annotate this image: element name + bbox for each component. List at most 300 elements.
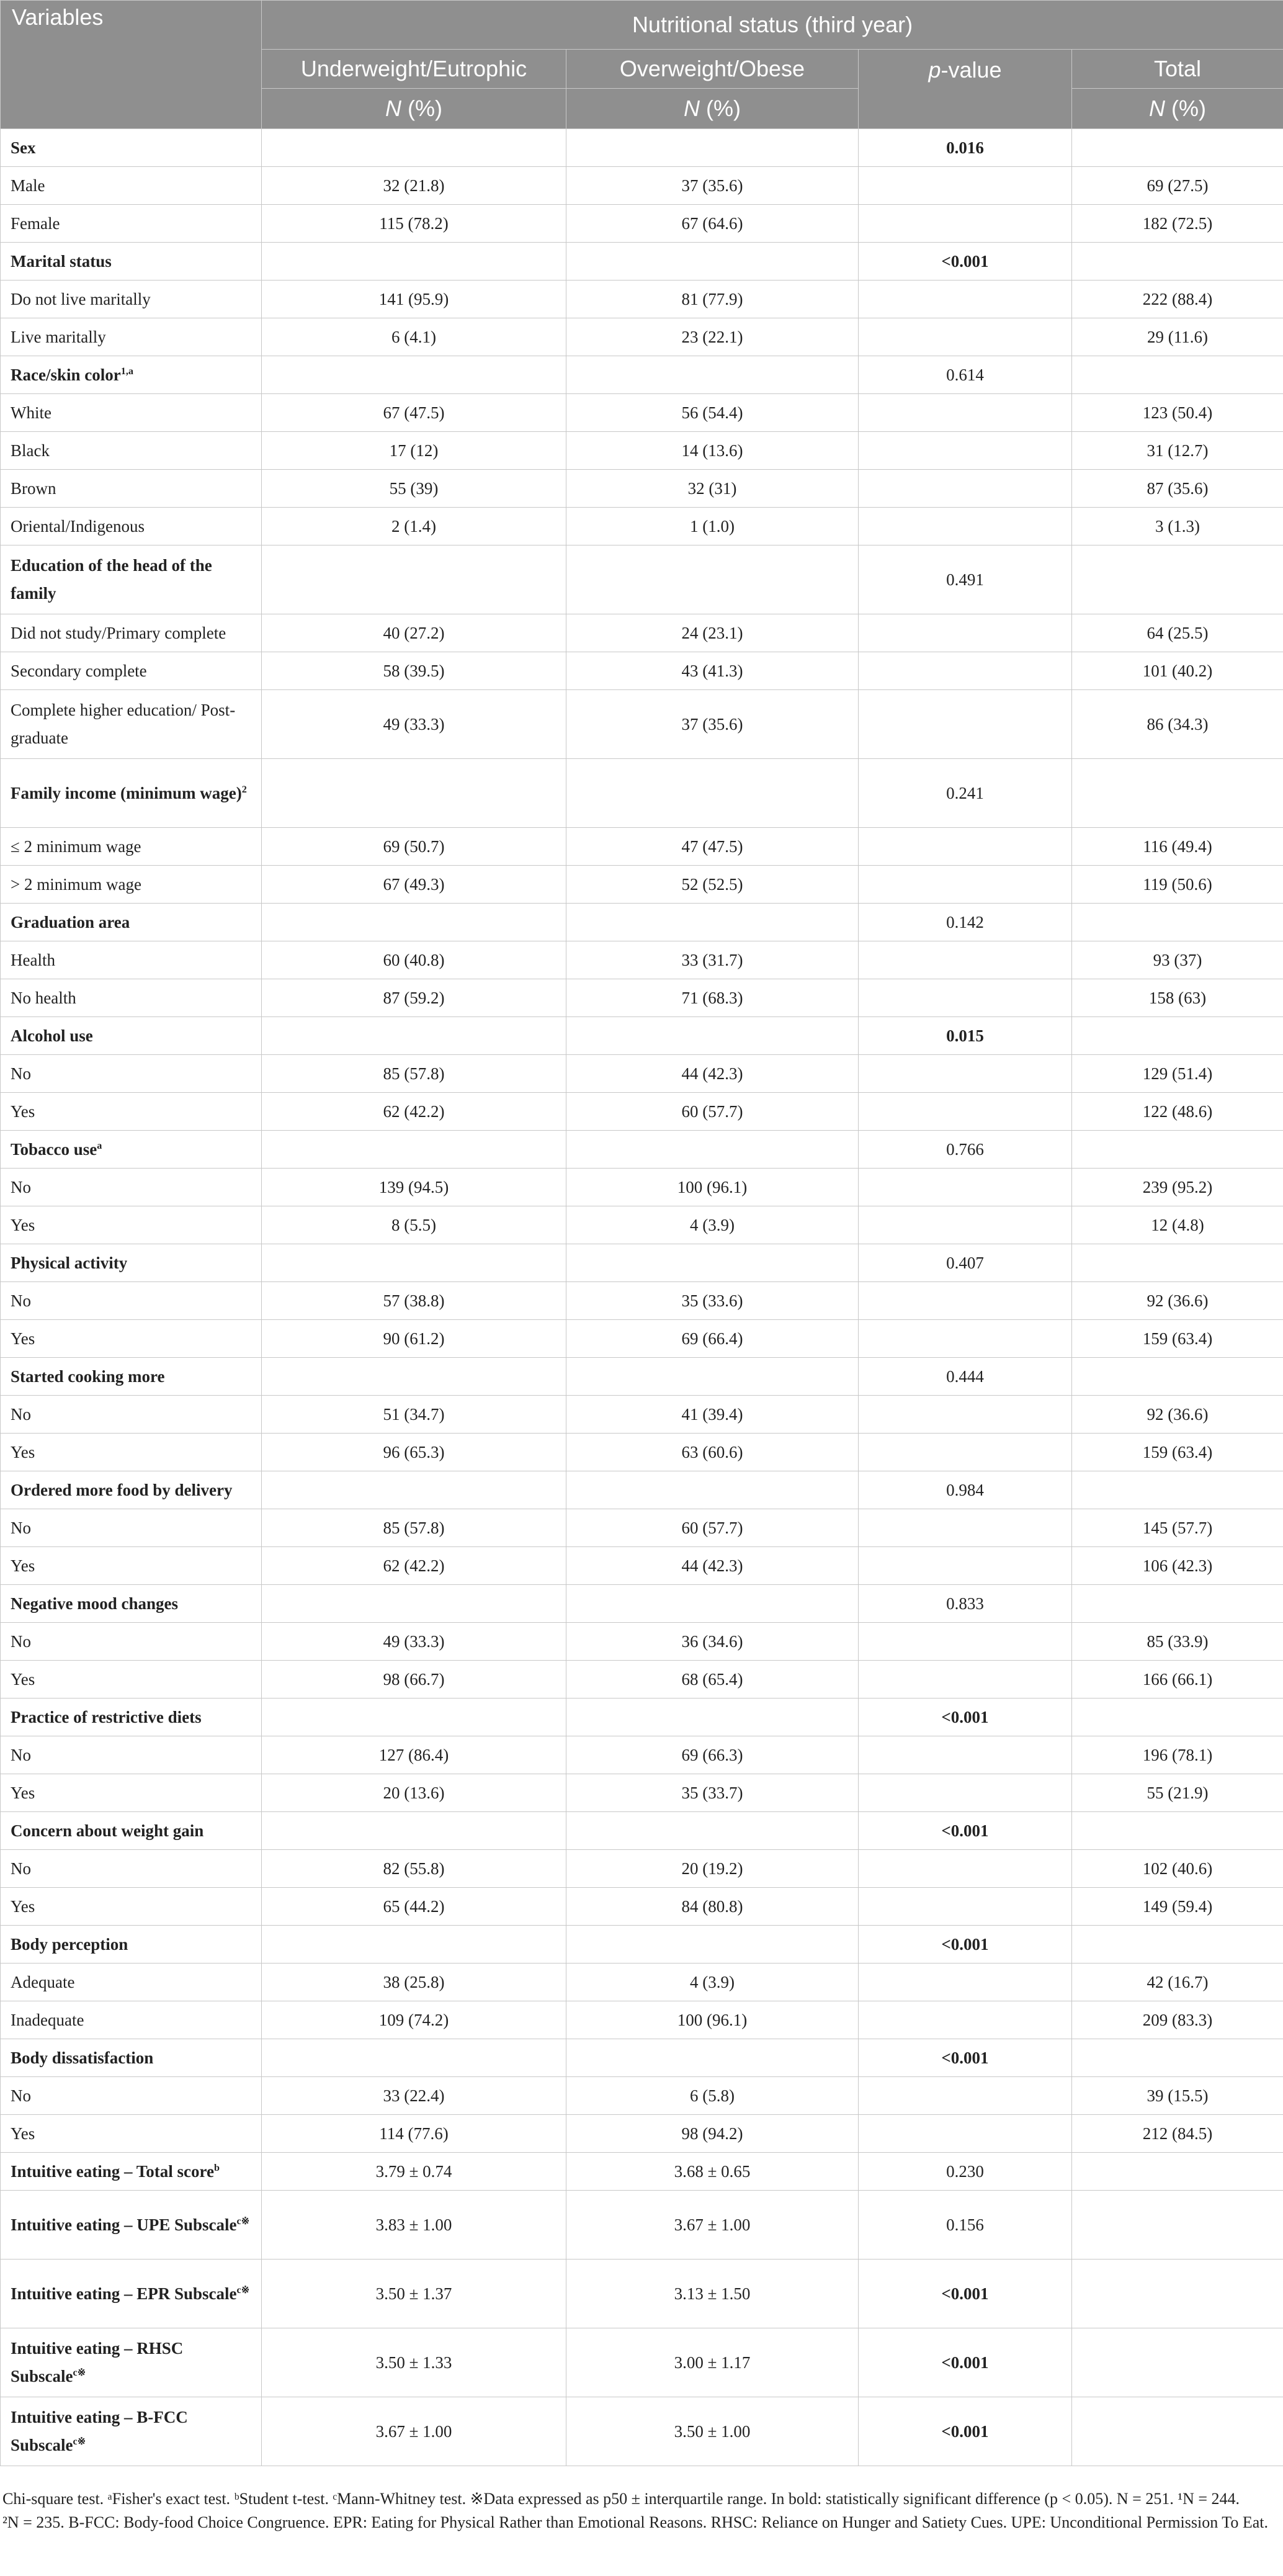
row-label: No [1, 1169, 262, 1206]
cell-underweight: 109 (74.2) [262, 2001, 566, 2039]
row-label: No [1, 2077, 262, 2115]
cell-pvalue: <0.001 [859, 1926, 1072, 1963]
row-label: Intuitive eating – UPE Subscale$^{c※}$ [1, 2191, 262, 2260]
cell-pvalue [859, 1509, 1072, 1547]
row-label: Do not live maritally [1, 280, 262, 318]
cell-overweight: 69 (66.3) [566, 1736, 859, 1774]
cell-pvalue [859, 614, 1072, 652]
cell-pvalue [859, 167, 1072, 205]
row-label: Physical activity [1, 1244, 262, 1282]
cell-underweight: 33 (22.4) [262, 2077, 566, 2115]
table-row [1, 1888, 1283, 1926]
cell-overweight: 37 (35.6) [566, 167, 859, 205]
cell-total: 42 (16.7) [1072, 1963, 1283, 2001]
row-label: Family income (minimum wage)$^2$ [1, 759, 262, 828]
cell-total: 3 (1.3) [1072, 508, 1283, 545]
cell-total: 64 (25.5) [1072, 614, 1283, 652]
cell-underweight: 3.67 ± 1.00 [262, 2397, 566, 2466]
table-row [1, 1509, 1283, 1547]
cell-pvalue [859, 1774, 1072, 1812]
cell-total: 158 (63) [1072, 979, 1283, 1017]
cell-overweight [566, 1471, 859, 1509]
cell-underweight [262, 243, 566, 280]
row-label: Yes [1, 1661, 262, 1699]
cell-total: 123 (50.4) [1072, 394, 1283, 432]
cell-total [1072, 2328, 1283, 2397]
cell-pvalue [859, 690, 1072, 759]
cell-underweight [262, 2039, 566, 2077]
cell-total: 222 (88.4) [1072, 280, 1283, 318]
cell-pvalue [859, 866, 1072, 904]
cell-pvalue [859, 470, 1072, 508]
cell-total: 182 (72.5) [1072, 205, 1283, 243]
cell-overweight: 35 (33.6) [566, 1282, 859, 1320]
category-row [1, 1699, 1283, 1736]
cell-overweight: 20 (19.2) [566, 1850, 859, 1888]
table-row [1, 1661, 1283, 1699]
cell-pvalue [859, 1661, 1072, 1699]
row-label: No health [1, 979, 262, 1017]
row-label: Yes [1, 1206, 262, 1244]
row-label: Male [1, 167, 262, 205]
cell-underweight [262, 1244, 566, 1282]
cell-overweight: 3.13 ± 1.50 [566, 2260, 859, 2328]
row-label: No [1, 1623, 262, 1661]
cell-pvalue [859, 1547, 1072, 1585]
cell-total: 145 (57.7) [1072, 1509, 1283, 1547]
score-row [1, 2260, 1283, 2328]
cell-pvalue [859, 1888, 1072, 1926]
footnote-line-1: Chi-square test. ᵃFisher's exact test. ᵇStudent t-test. ᶜMann-Whitney test. ※Data expressed as p50 ± interquartile range. In bold: statistically significant difference (p < 0.05). N = 251. ¹N = 244. [2, 2490, 1240, 2508]
row-label: Alcohol use [1, 1017, 262, 1055]
cell-total: 86 (34.3) [1072, 690, 1283, 759]
cell-total: 166 (66.1) [1072, 1661, 1283, 1699]
cell-underweight: 32 (21.8) [262, 167, 566, 205]
cell-underweight: 85 (57.8) [262, 1055, 566, 1093]
row-label: No [1, 1282, 262, 1320]
cell-total [1072, 2153, 1283, 2191]
row-label: Live maritally [1, 318, 262, 356]
row-label: Black [1, 432, 262, 470]
cell-pvalue: <0.001 [859, 243, 1072, 280]
category-row [1, 1812, 1283, 1850]
table-row [1, 828, 1283, 866]
cell-overweight [566, 356, 859, 394]
cell-underweight [262, 1699, 566, 1736]
cell-underweight: 2 (1.4) [262, 508, 566, 545]
cell-total [1072, 1699, 1283, 1736]
row-label: Yes [1, 1888, 262, 1926]
cell-total [1072, 2260, 1283, 2328]
category-row [1, 129, 1283, 167]
table-row [1, 979, 1283, 1017]
category-row [1, 545, 1283, 614]
cell-total: 129 (51.4) [1072, 1055, 1283, 1093]
cell-underweight: 98 (66.7) [262, 1661, 566, 1699]
cell-underweight [262, 904, 566, 941]
cell-pvalue [859, 2077, 1072, 2115]
cell-underweight: 67 (49.3) [262, 866, 566, 904]
row-label: Intuitive eating – EPR Subscale$^{c※}$ [1, 2260, 262, 2328]
cell-pvalue [859, 828, 1072, 866]
score-row [1, 2397, 1283, 2466]
cell-total [1072, 1358, 1283, 1396]
cell-total [1072, 1471, 1283, 1509]
cell-overweight: 1 (1.0) [566, 508, 859, 545]
row-label: Intuitive eating – B-FCC Subscale$^{c※}$ [1, 2397, 262, 2466]
cell-overweight [566, 2039, 859, 2077]
cell-overweight: 6 (5.8) [566, 2077, 859, 2115]
cell-overweight: 100 (96.1) [566, 2001, 859, 2039]
category-row [1, 1358, 1283, 1396]
cell-overweight: 32 (31) [566, 470, 859, 508]
cell-overweight: 44 (42.3) [566, 1547, 859, 1585]
cell-total: 106 (42.3) [1072, 1547, 1283, 1585]
row-label: Yes [1, 1774, 262, 1812]
cell-pvalue: <0.001 [859, 1812, 1072, 1850]
cell-total [1072, 2039, 1283, 2077]
cell-underweight: 8 (5.5) [262, 1206, 566, 1244]
table-row [1, 1774, 1283, 1812]
cell-total: 93 (37) [1072, 941, 1283, 979]
cell-underweight [262, 1812, 566, 1850]
table-row [1, 652, 1283, 690]
header-total: Total [1072, 50, 1283, 89]
row-label: Started cooking more [1, 1358, 262, 1396]
cell-underweight [262, 1471, 566, 1509]
cell-overweight [566, 129, 859, 167]
cell-overweight: 67 (64.6) [566, 205, 859, 243]
cell-underweight: 67 (47.5) [262, 394, 566, 432]
row-label: Yes [1, 2115, 262, 2153]
cell-underweight: 3.79 ± 0.74 [262, 2153, 566, 2191]
cell-pvalue [859, 1434, 1072, 1471]
row-label: Yes [1, 1320, 262, 1358]
cell-total: 149 (59.4) [1072, 1888, 1283, 1926]
row-label: White [1, 394, 262, 432]
cell-overweight: 3.67 ± 1.00 [566, 2191, 859, 2260]
category-row [1, 1244, 1283, 1282]
table-row [1, 1434, 1283, 1471]
table-row [1, 2115, 1283, 2153]
cell-pvalue [859, 1623, 1072, 1661]
cell-overweight [566, 904, 859, 941]
cell-total [1072, 904, 1283, 941]
cell-pvalue [859, 205, 1072, 243]
score-row [1, 2328, 1283, 2397]
cell-overweight: 98 (94.2) [566, 2115, 859, 2153]
table-row [1, 1055, 1283, 1093]
cell-pvalue: <0.001 [859, 2039, 1072, 2077]
cell-overweight: 56 (54.4) [566, 394, 859, 432]
cell-overweight [566, 545, 859, 614]
header-pvalue: p-value [859, 50, 1072, 129]
table-row [1, 866, 1283, 904]
cell-total: 209 (83.3) [1072, 2001, 1283, 2039]
cell-total [1072, 129, 1283, 167]
cell-overweight [566, 1812, 859, 1850]
category-row [1, 1926, 1283, 1963]
cell-overweight: 4 (3.9) [566, 1963, 859, 2001]
cell-total: 92 (36.6) [1072, 1282, 1283, 1320]
row-label: Concern about weight gain [1, 1812, 262, 1850]
score-row [1, 2191, 1283, 2260]
cell-total [1072, 1244, 1283, 1282]
table-row [1, 2001, 1283, 2039]
cell-total [1072, 1017, 1283, 1055]
cell-total: 122 (48.6) [1072, 1093, 1283, 1131]
cell-pvalue [859, 941, 1072, 979]
cell-overweight: 71 (68.3) [566, 979, 859, 1017]
cell-total: 101 (40.2) [1072, 652, 1283, 690]
cell-overweight [566, 1017, 859, 1055]
header-variables: Variables [1, 1, 262, 129]
cell-pvalue: 0.984 [859, 1471, 1072, 1509]
row-label: Tobacco use$^a$ [1, 1131, 262, 1169]
table-row [1, 1169, 1283, 1206]
table-row [1, 205, 1283, 243]
cell-total: 69 (27.5) [1072, 167, 1283, 205]
cell-overweight: 4 (3.9) [566, 1206, 859, 1244]
cell-pvalue: 0.142 [859, 904, 1072, 941]
table-row [1, 1547, 1283, 1585]
cell-overweight: 36 (34.6) [566, 1623, 859, 1661]
cell-overweight [566, 759, 859, 828]
category-row [1, 1585, 1283, 1623]
cell-overweight: 44 (42.3) [566, 1055, 859, 1093]
cell-overweight: 52 (52.5) [566, 866, 859, 904]
cell-overweight: 41 (39.4) [566, 1396, 859, 1434]
cell-underweight: 114 (77.6) [262, 2115, 566, 2153]
row-label: No [1, 1509, 262, 1547]
cell-pvalue [859, 1963, 1072, 2001]
cell-underweight: 115 (78.2) [262, 205, 566, 243]
cell-underweight: 51 (34.7) [262, 1396, 566, 1434]
row-label: No [1, 1396, 262, 1434]
cell-underweight: 69 (50.7) [262, 828, 566, 866]
category-row [1, 2039, 1283, 2077]
row-label: Complete higher education/ Post-graduate [1, 690, 262, 759]
cell-pvalue [859, 394, 1072, 432]
cell-underweight [262, 545, 566, 614]
cell-pvalue [859, 1093, 1072, 1131]
cell-pvalue: 0.491 [859, 545, 1072, 614]
cell-overweight [566, 1131, 859, 1169]
cell-total: 31 (12.7) [1072, 432, 1283, 470]
table-body [1, 129, 1283, 2466]
cell-underweight: 58 (39.5) [262, 652, 566, 690]
table-row [1, 614, 1283, 652]
row-label: Female [1, 205, 262, 243]
row-label: Yes [1, 1434, 262, 1471]
cell-underweight: 87 (59.2) [262, 979, 566, 1017]
cell-underweight: 49 (33.3) [262, 690, 566, 759]
header-unit-overweight: N (%) [566, 89, 859, 129]
cell-underweight [262, 129, 566, 167]
cell-underweight: 85 (57.8) [262, 1509, 566, 1547]
cell-underweight [262, 1926, 566, 1963]
cell-overweight [566, 1585, 859, 1623]
cell-pvalue: <0.001 [859, 2328, 1072, 2397]
header-overweight: Overweight/Obese [566, 50, 859, 89]
cell-underweight [262, 1131, 566, 1169]
row-label: Intuitive eating – Total score$^b$ [1, 2153, 262, 2191]
cell-pvalue: 0.156 [859, 2191, 1072, 2260]
table-row [1, 1736, 1283, 1774]
cell-total: 85 (33.9) [1072, 1623, 1283, 1661]
table-row [1, 470, 1283, 508]
cell-pvalue: 0.444 [859, 1358, 1072, 1396]
cell-underweight: 62 (42.2) [262, 1093, 566, 1131]
cell-overweight: 3.00 ± 1.17 [566, 2328, 859, 2397]
row-label: Graduation area [1, 904, 262, 941]
category-row [1, 1017, 1283, 1055]
cell-total [1072, 1812, 1283, 1850]
cell-pvalue: 0.614 [859, 356, 1072, 394]
cell-pvalue [859, 1736, 1072, 1774]
table-row [1, 690, 1283, 759]
cell-overweight [566, 1926, 859, 1963]
cell-total [1072, 545, 1283, 614]
cell-overweight [566, 1358, 859, 1396]
header-unit-underweight: N (%) [262, 89, 566, 129]
cell-underweight: 57 (38.8) [262, 1282, 566, 1320]
cell-overweight: 60 (57.7) [566, 1509, 859, 1547]
cell-underweight: 17 (12) [262, 432, 566, 470]
table-header [1, 1, 1283, 129]
cell-overweight: 47 (47.5) [566, 828, 859, 866]
cell-pvalue [859, 1320, 1072, 1358]
cell-underweight [262, 759, 566, 828]
cell-pvalue [859, 1396, 1072, 1434]
row-label: Ordered more food by delivery [1, 1471, 262, 1509]
cell-pvalue [859, 1206, 1072, 1244]
cell-pvalue [859, 1055, 1072, 1093]
cell-underweight: 49 (33.3) [262, 1623, 566, 1661]
row-label: Did not study/Primary complete [1, 614, 262, 652]
cell-pvalue: 0.016 [859, 129, 1072, 167]
cell-underweight [262, 1358, 566, 1396]
cell-pvalue: <0.001 [859, 2260, 1072, 2328]
row-label: Education of the head of the family [1, 545, 262, 614]
table-row [1, 2077, 1283, 2115]
cell-pvalue [859, 280, 1072, 318]
cell-total: 87 (35.6) [1072, 470, 1283, 508]
row-label: > 2 minimum wage [1, 866, 262, 904]
category-row [1, 759, 1283, 828]
cell-total [1072, 356, 1283, 394]
cell-underweight: 127 (86.4) [262, 1736, 566, 1774]
header-unit-total: N (%) [1072, 89, 1283, 129]
table-row [1, 432, 1283, 470]
table-row [1, 1850, 1283, 1888]
cell-total: 239 (95.2) [1072, 1169, 1283, 1206]
cell-total: 29 (11.6) [1072, 318, 1283, 356]
cell-total [1072, 2191, 1283, 2260]
row-label: Yes [1, 1093, 262, 1131]
cell-total: 116 (49.4) [1072, 828, 1283, 866]
table-row [1, 1093, 1283, 1131]
cell-underweight [262, 356, 566, 394]
cell-overweight: 24 (23.1) [566, 614, 859, 652]
table-row [1, 318, 1283, 356]
row-label: Body dissatisfaction [1, 2039, 262, 2077]
cell-overweight: 81 (77.9) [566, 280, 859, 318]
cell-total: 92 (36.6) [1072, 1396, 1283, 1434]
cell-underweight: 60 (40.8) [262, 941, 566, 979]
cell-pvalue [859, 1169, 1072, 1206]
cell-pvalue [859, 979, 1072, 1017]
score-row [1, 2153, 1283, 2191]
table-row [1, 941, 1283, 979]
row-label: Oriental/Indigenous [1, 508, 262, 545]
row-label: Marital status [1, 243, 262, 280]
cell-underweight: 55 (39) [262, 470, 566, 508]
cell-underweight: 40 (27.2) [262, 614, 566, 652]
row-label: Adequate [1, 1963, 262, 2001]
cell-overweight: 3.68 ± 0.65 [566, 2153, 859, 2191]
category-row [1, 1471, 1283, 1509]
cell-overweight: 35 (33.7) [566, 1774, 859, 1812]
row-label: Sex [1, 129, 262, 167]
cell-overweight [566, 1244, 859, 1282]
cell-pvalue: <0.001 [859, 1699, 1072, 1736]
cell-pvalue [859, 652, 1072, 690]
row-label: ≤ 2 minimum wage [1, 828, 262, 866]
row-label: No [1, 1055, 262, 1093]
cell-total [1072, 1585, 1283, 1623]
row-label: Body perception [1, 1926, 262, 1963]
cell-total: 159 (63.4) [1072, 1434, 1283, 1471]
cell-pvalue [859, 1850, 1072, 1888]
cell-overweight: 43 (41.3) [566, 652, 859, 690]
cell-pvalue [859, 432, 1072, 470]
category-row [1, 1131, 1283, 1169]
category-row [1, 243, 1283, 280]
cell-underweight: 90 (61.2) [262, 1320, 566, 1358]
cell-total: 212 (84.5) [1072, 2115, 1283, 2153]
cell-total [1072, 1131, 1283, 1169]
cell-total: 119 (50.6) [1072, 866, 1283, 904]
cell-underweight: 3.50 ± 1.37 [262, 2260, 566, 2328]
cell-total: 159 (63.4) [1072, 1320, 1283, 1358]
cell-overweight: 33 (31.7) [566, 941, 859, 979]
cell-total: 55 (21.9) [1072, 1774, 1283, 1812]
cell-underweight: 62 (42.2) [262, 1547, 566, 1585]
cell-overweight: 14 (13.6) [566, 432, 859, 470]
table-row [1, 508, 1283, 545]
cell-pvalue: 0.833 [859, 1585, 1072, 1623]
cell-underweight [262, 1017, 566, 1055]
cell-pvalue [859, 2115, 1072, 2153]
cell-underweight: 6 (4.1) [262, 318, 566, 356]
cell-pvalue: 0.766 [859, 1131, 1072, 1169]
cell-overweight [566, 243, 859, 280]
row-label: Intuitive eating – RHSC Subscale$^{c※}$ [1, 2328, 262, 2397]
row-label: Practice of restrictive diets [1, 1699, 262, 1736]
cell-underweight: 141 (95.9) [262, 280, 566, 318]
table-row [1, 1206, 1283, 1244]
table-row [1, 167, 1283, 205]
cell-underweight: 20 (13.6) [262, 1774, 566, 1812]
table-row [1, 1282, 1283, 1320]
cell-pvalue: 0.407 [859, 1244, 1072, 1282]
table-footnote [2, 2487, 1274, 2534]
row-label: Race/skin color$^{1,a}$ [1, 356, 262, 394]
cell-underweight: 139 (94.5) [262, 1169, 566, 1206]
cell-underweight: 82 (55.8) [262, 1850, 566, 1888]
header-group-title: Nutritional status (third year) [262, 1, 1283, 50]
